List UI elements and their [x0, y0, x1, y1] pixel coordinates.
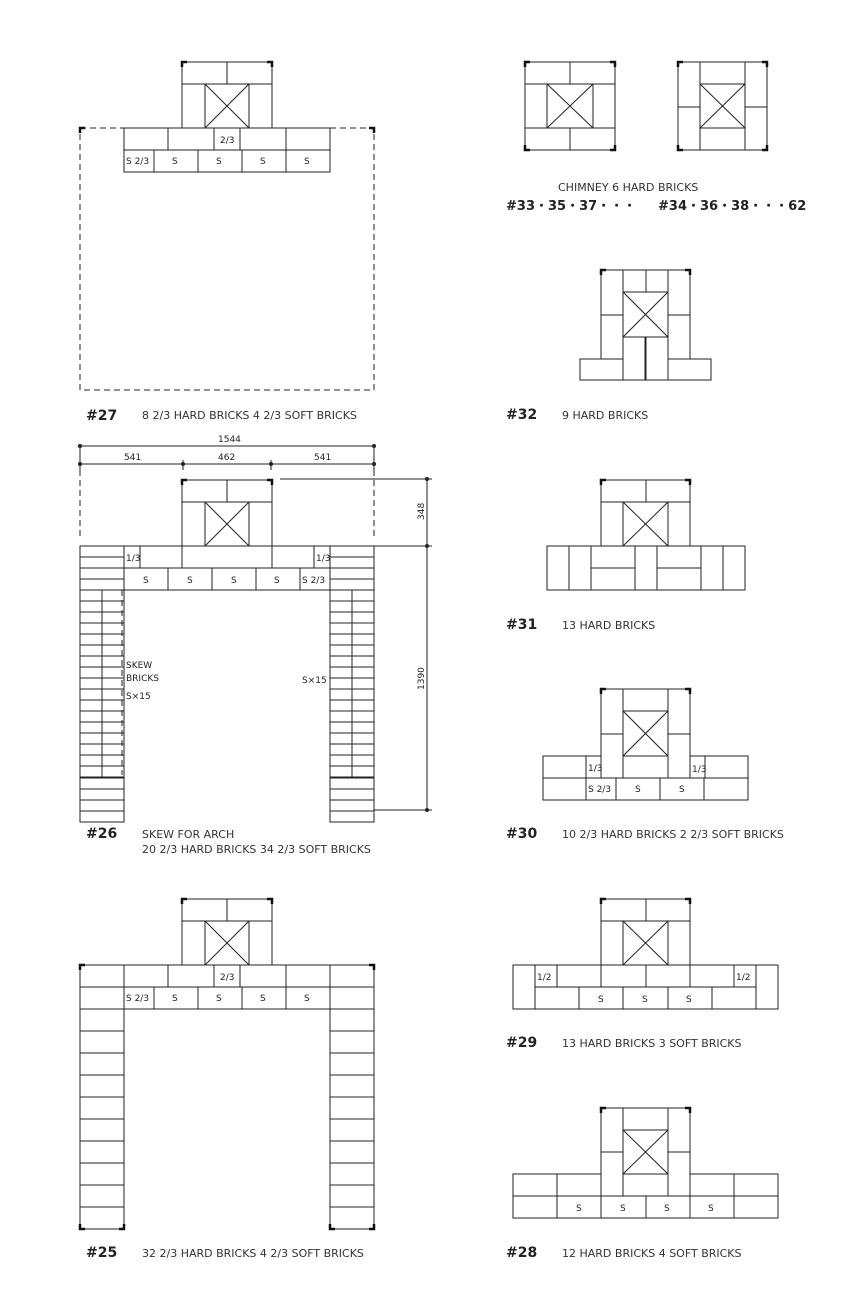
diagram-caption: 8 2/3 HARD BRICKS 4 2/3 SOFT BRICKS: [142, 409, 357, 422]
brick: [80, 546, 124, 557]
label-s-two-thirds: S 2/3: [126, 157, 150, 167]
brick: [330, 590, 352, 601]
diagram-caption-line1: SKEW FOR ARCH: [142, 828, 235, 841]
label-s: S: [635, 785, 641, 795]
diagram-29: [506, 899, 778, 1051]
brick: [330, 733, 352, 744]
label-s: S: [143, 576, 149, 586]
label-one-third: 1/3: [692, 765, 707, 775]
brick: [102, 711, 124, 722]
brick: [330, 1119, 374, 1141]
brick: [80, 789, 124, 800]
brick: [80, 634, 102, 645]
diagram-number: #25: [86, 1245, 118, 1261]
brick: [352, 667, 374, 678]
brick: [330, 689, 352, 700]
brick: [80, 1185, 124, 1207]
brick: [330, 722, 352, 733]
brick: [80, 689, 102, 700]
chimney-caption: CHIMNEY 6 HARD BRICKS: [558, 181, 699, 194]
brick: [80, 711, 102, 722]
skew-label-line2: BRICKS: [126, 674, 159, 684]
brick: [102, 766, 124, 777]
brick: [330, 987, 374, 1009]
brick: [102, 656, 124, 667]
label-s: S: [679, 785, 685, 795]
brick: [330, 612, 352, 623]
brick: [80, 1031, 124, 1053]
label-one-third: 1/3: [126, 554, 141, 564]
brick: [80, 700, 102, 711]
brick: [330, 766, 352, 777]
skew-label-line1: SKEW: [126, 661, 153, 671]
brick: [80, 678, 102, 689]
brick: [330, 579, 374, 590]
label-s: S: [187, 576, 193, 586]
diagram-28: [506, 1108, 778, 1261]
label-half: 1/2: [537, 973, 552, 983]
label-s: S: [576, 1204, 582, 1214]
diagram-27: [80, 62, 374, 424]
brick: [102, 722, 124, 733]
label-s: S: [216, 994, 222, 1004]
label-s: S: [664, 1204, 670, 1214]
brick: [352, 634, 374, 645]
dimension-right: 541: [314, 453, 332, 463]
brick: [330, 667, 352, 678]
brick: [80, 667, 102, 678]
brick: [330, 656, 352, 667]
brick: [80, 811, 124, 822]
brick: [80, 656, 102, 667]
brick: [330, 1031, 374, 1053]
brick: [330, 645, 352, 656]
label-one-third: 1/3: [316, 554, 331, 564]
brick: [80, 1053, 124, 1075]
label-s-two-thirds: S 2/3: [588, 785, 612, 795]
brick: [102, 634, 124, 645]
dimension-top: 348: [417, 502, 427, 520]
brick: [102, 744, 124, 755]
diagram-caption: 10 2/3 HARD BRICKS 2 2/3 SOFT BRICKS: [562, 828, 784, 841]
diagram-number: #30: [506, 826, 538, 842]
diagram-number: #28: [506, 1245, 538, 1261]
diagram-caption: 12 HARD BRICKS 4 SOFT BRICKS: [562, 1247, 742, 1260]
label-s-two-thirds: S 2/3: [126, 994, 150, 1004]
dimension-middle: 462: [218, 453, 236, 463]
brick: [80, 722, 102, 733]
brick: [352, 733, 374, 744]
brick: [330, 800, 374, 811]
brick: [330, 1207, 374, 1229]
label-s: S: [598, 995, 604, 1005]
brick: [352, 744, 374, 755]
brick: [102, 612, 124, 623]
brick: [330, 1185, 374, 1207]
label-s: S: [708, 1204, 714, 1214]
label-s: S: [172, 157, 178, 167]
brick: [80, 1163, 124, 1185]
brick: [80, 778, 124, 789]
brick: [80, 1075, 124, 1097]
brick: [330, 1075, 374, 1097]
brick: [330, 623, 352, 634]
brick: [102, 755, 124, 766]
brick: [330, 557, 374, 568]
label-s: S: [620, 1204, 626, 1214]
brick: [80, 744, 102, 755]
brick: [352, 645, 374, 656]
dimension-total: 1544: [218, 435, 241, 445]
brick: [102, 601, 124, 612]
brick: [102, 667, 124, 678]
brick: [330, 700, 352, 711]
diagram-caption: 32 2/3 HARD BRICKS 4 2/3 SOFT BRICKS: [142, 1247, 364, 1260]
brick: [80, 1119, 124, 1141]
diagram-chimney: [506, 62, 806, 214]
label-s-two-thirds: S 2/3: [302, 576, 326, 586]
brick: [80, 623, 102, 634]
brick: [80, 590, 102, 601]
brick: [330, 634, 352, 645]
label-s: S: [274, 576, 280, 586]
brick: [80, 645, 102, 656]
brick: [352, 766, 374, 777]
brick: [330, 755, 352, 766]
brick: [80, 987, 124, 1009]
brick: [330, 1163, 374, 1185]
diagram-caption: 13 HARD BRICKS 3 SOFT BRICKS: [562, 1037, 742, 1050]
brick: [80, 568, 124, 579]
brick: [80, 557, 124, 568]
skew-count-right: S×15: [302, 676, 327, 686]
brick: [330, 711, 352, 722]
diagram-30: [506, 689, 784, 842]
chimney-series-b: #34・36・38・・・62: [658, 199, 807, 214]
label-two-thirds: 2/3: [220, 136, 235, 146]
brick: [352, 711, 374, 722]
diagram-25: [80, 899, 374, 1261]
brick: [80, 755, 102, 766]
brick: [80, 579, 124, 590]
brick: [80, 1141, 124, 1163]
brick: [80, 800, 124, 811]
label-s: S: [260, 157, 266, 167]
brick: [330, 811, 374, 822]
diagram-caption: 13 HARD BRICKS: [562, 619, 656, 632]
brick: [352, 590, 374, 601]
label-two-thirds: 2/3: [220, 973, 235, 983]
label-s: S: [686, 995, 692, 1005]
label-s: S: [260, 994, 266, 1004]
diagram-31: [506, 480, 745, 633]
brick: [102, 700, 124, 711]
diagram-number: #29: [506, 1035, 538, 1051]
brick: [102, 733, 124, 744]
brick: [330, 1009, 374, 1031]
brick: [102, 590, 124, 601]
brick: [330, 568, 374, 579]
brick: [102, 623, 124, 634]
label-s: S: [304, 157, 310, 167]
brick: [80, 601, 102, 612]
brick: [352, 700, 374, 711]
diagram-number: #31: [506, 617, 538, 633]
brick: [330, 678, 352, 689]
diagram-number: #27: [86, 408, 118, 424]
brick: [330, 1097, 374, 1119]
diagram-number: #32: [506, 407, 538, 423]
label-s: S: [304, 994, 310, 1004]
brick: [80, 1009, 124, 1031]
label-half: 1/2: [736, 973, 751, 983]
brick: [330, 1053, 374, 1075]
diagram-26: [78, 435, 432, 856]
brick: [80, 1207, 124, 1229]
skew-count-left: S×15: [126, 692, 151, 702]
brick: [80, 1097, 124, 1119]
brick: [80, 733, 102, 744]
brick: [102, 678, 124, 689]
brick: [330, 1141, 374, 1163]
label-one-third: 1/3: [588, 764, 603, 774]
brick: [352, 656, 374, 667]
brick: [330, 789, 374, 800]
brick: [352, 722, 374, 733]
brick: [352, 623, 374, 634]
brick: [80, 766, 102, 777]
brick: [352, 689, 374, 700]
diagram-number: #26: [86, 826, 118, 842]
brick: [330, 778, 374, 789]
brick: [330, 744, 352, 755]
label-s: S: [172, 994, 178, 1004]
brick: [80, 612, 102, 623]
diagram-caption: 9 HARD BRICKS: [562, 409, 649, 422]
brick: [102, 645, 124, 656]
label-s: S: [642, 995, 648, 1005]
brick: [330, 601, 352, 612]
brick: [102, 689, 124, 700]
dimension-height: 1390: [417, 667, 427, 690]
brick: [330, 546, 374, 557]
label-s: S: [231, 576, 237, 586]
brick: [352, 601, 374, 612]
brick: [352, 678, 374, 689]
dimension-left: 541: [124, 453, 142, 463]
chimney-series-a: #33・35・37・・・: [506, 199, 637, 214]
label-s: S: [216, 157, 222, 167]
brick: [352, 755, 374, 766]
brick: [352, 612, 374, 623]
diagram-caption-line2: 20 2/3 HARD BRICKS 34 2/3 SOFT BRICKS: [142, 843, 371, 856]
diagram-32: [506, 270, 711, 423]
